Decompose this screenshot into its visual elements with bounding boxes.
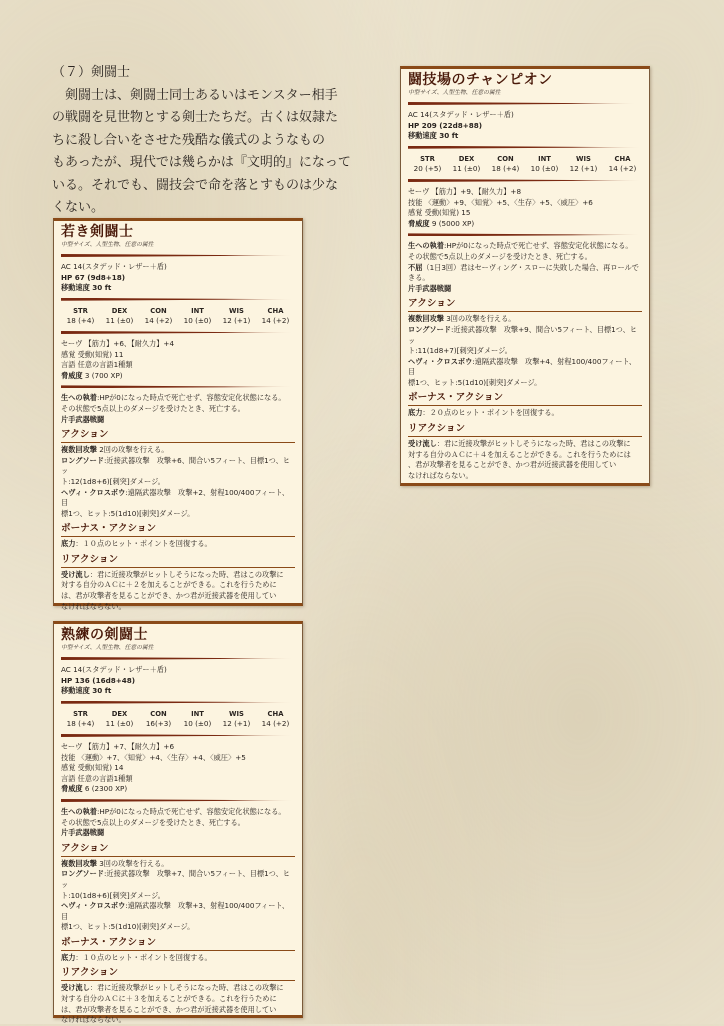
divider [61,385,295,388]
speed-label: 移動速度 [61,686,90,696]
bonus-action [408,408,642,419]
stat-block-veteran-gladiator [53,621,303,1025]
trait-name: 片手武器戦闘 [61,828,105,838]
divider [61,799,295,802]
trait-text: :HPが0になった時点で死亡せず、容態安定化状態になる。 [443,241,633,251]
actions-heading: アクション [61,843,295,857]
cr-value: 9 (5000 XP) [429,218,475,228]
reactions-heading: リアクション [61,554,295,568]
speed-label: 移動速度 [61,283,90,293]
reaction-text: なければならない。 [61,1015,126,1025]
ability-col [447,154,486,175]
monster-type: 中型サイズ、人型生物、任意の属性 [61,242,154,248]
speed-value: 30 ft [436,131,459,141]
divider [61,657,295,660]
ability-col [525,154,564,175]
intro-line: もあったが、現代では幾らかは『文明的』になって [52,155,351,170]
divider [61,331,295,334]
armor-class: AC 14(スタデッド・レザー＋盾) [61,665,167,674]
action [61,869,295,890]
action-text: 標1つ、ヒット:5(1d10)[刺突]ダメージ。 [408,377,542,387]
ability-value: 16(+3) [145,719,172,729]
reaction [61,994,295,1005]
intro-paragraph [52,85,352,220]
ability-col [408,154,447,175]
reaction-name: 受け流し [61,569,90,579]
bonus-action [61,539,295,550]
ability-header: CHA [614,154,631,163]
ability-header: CON [150,306,167,315]
speed [408,131,642,142]
trait-name: 生への執着 [61,393,97,403]
ability-value: 12 (+1) [222,316,251,326]
action [61,488,295,509]
action [61,445,295,456]
trait-name: 片手武器戦闘 [408,283,452,293]
trait-text: きる。 [408,273,430,283]
ability-header: WIS [576,154,591,163]
ability-header: STR [420,154,435,163]
ability-value: 10 (±0) [183,316,212,326]
ability-col [217,709,256,730]
ability-scores [408,154,642,175]
trait-text: （1日3回）君はセーヴィング・スローに失敗した場合、再ロールで [422,262,639,272]
ability-header: CHA [267,306,284,315]
reaction [408,450,642,461]
action-name: 複数回攻撃 [61,858,97,868]
ability-value: 11 (±0) [105,719,134,729]
ability-header: DEX [458,154,475,163]
bonus-action-name: 底力 [61,539,76,549]
action-text: ト:12(1d8+6)[刺突]ダメージ。 [61,476,165,486]
reaction-name: 受け流し [61,983,90,993]
trait [408,252,642,263]
speed [61,686,295,697]
reaction [408,439,642,450]
monster-type: 中型サイズ、人型生物、任意の属性 [61,645,154,651]
cr-label: 脅威度 [61,784,83,794]
reaction [61,1005,295,1016]
trait [61,404,295,415]
divider [61,734,295,737]
action-text: 2回の攻撃を行える。 [96,445,169,455]
intro-heading: （７）剣闘士 [52,65,131,80]
intro-line: の戦闘を見世物とする剣士たちだ。古くは奴隷た [52,110,339,125]
monster-name: 熟練の剣闘士 [61,627,148,643]
trait-text: :HPが0になった時点で死亡せず、容態安定化状態になる。 [96,806,286,816]
ability-col [256,306,295,327]
cr-label: 脅威度 [61,370,83,380]
action [61,901,295,922]
reaction-text: 対する自分のＡＣに＋２を加えることができる。これを行うために [61,580,277,590]
ability-col [139,709,178,730]
ability-value: 11 (±0) [105,316,134,326]
ability-header: INT [191,709,204,718]
ability-value: 11 (±0) [452,164,481,174]
reaction [61,570,295,581]
action-text: :遠隔武器攻撃 攻撃+3、射程100/400フィート、目 [61,901,290,921]
divider [408,179,642,182]
ability-header: STR [73,709,88,718]
divider [408,233,642,236]
action [61,509,295,520]
ability-col [486,154,525,175]
armor-class: AC 14(スタデッド・レザー＋盾) [61,262,167,271]
challenge-rating [61,371,295,382]
actions-heading: アクション [61,429,295,443]
ability-header: DEX [111,306,128,315]
trait-text: その状態で5点以上のダメージを受けたとき、死亡する。 [408,251,592,261]
property-line: 感覚 受動(知覚) 14 [61,763,124,773]
action [61,891,295,902]
reaction-text: ：君に近接攻撃がヒットしそうになった時、君はこの攻撃に [436,439,631,449]
property-line: 技能 〈運動〉+7、〈知覚〉+4、〈生存〉+4、〈威圧〉+5 [61,752,246,762]
trait [408,273,642,284]
divider [61,701,295,704]
ability-col [603,154,642,175]
action [61,477,295,488]
ability-header: WIS [229,306,244,315]
ability-col [564,154,603,175]
trait [61,818,295,829]
ability-value: 18 (+4) [66,719,95,729]
action [408,314,642,325]
stat-block-arena-champion [400,66,650,486]
ability-col [178,709,217,730]
trait-text: :HPが0になった時点で死亡せず、容態安定化状態になる。 [96,393,286,403]
monster-name: 若き剣闘士 [61,224,134,240]
challenge-rating [408,219,642,230]
reaction-text: ：君に近接攻撃がヒットしそうになった時、君はこの攻撃に [89,569,284,579]
ability-value: 18 (+4) [66,316,95,326]
speed-value: 30 ft [89,686,112,696]
trait-name: 生への執着 [408,241,444,251]
trait-name: 不屈 [408,262,423,272]
action [61,456,295,477]
action-text: :遠隔武器攻撃 攻撃+4、射程100/400フィート、目 [408,356,637,377]
action-text: :近接武器攻撃 攻撃+9、間合い5フィート、目標1つ、ヒッ [408,324,637,345]
ability-value: 10 (±0) [183,719,212,729]
trait [61,393,295,404]
reaction [408,471,642,482]
action-text: 3回の攻撃を行える。 [443,314,516,324]
monster-type: 中型サイズ、人型生物、任意の属性 [408,90,501,96]
trait [61,415,295,426]
trait [61,828,295,839]
bonus-action-name: 底力 [61,952,76,962]
ability-value: 14 (+2) [261,316,290,326]
reaction-text: 、君が攻撃者を見ることができ、かつ君が近接武器を使用してい [408,460,617,470]
action [408,325,642,346]
ability-value: 14 (+2) [144,316,173,326]
property-line: セーヴ 【筋力】+6、【耐久力】+4 [61,338,175,348]
bonus-action-name: 底力 [408,408,423,418]
reaction-text: は、君が攻撃者を見ることができ、かつ君が近接武器を使用してい [61,1004,277,1014]
ability-header: WIS [229,709,244,718]
divider [408,102,642,105]
divider [61,298,295,301]
cr-value: 3 (700 XP) [82,370,123,380]
action-text: :遠隔武器攻撃 攻撃+2、射程100/400フィート、目 [61,487,290,508]
reaction-text: ：君に近接攻撃がヒットしそうになった時、君はこの攻撃に [89,983,284,993]
property-line: 言語 任意の言語1種類 [61,360,133,370]
trait [408,241,642,252]
challenge-rating [61,784,295,795]
monster-name: 闘技場のチャンピオン [408,72,553,88]
bonus-action [61,953,295,964]
ability-value: 14 (+2) [608,164,637,174]
action [61,859,295,870]
hit-points: HP 136 (16d8+48) [61,675,136,685]
ability-col [256,709,295,730]
action-name: ロングソード [61,869,104,879]
action-text: ト:10(1d8+6)[刺突]ダメージ。 [61,890,165,900]
action-text: 標1つ、ヒット:5(1d10)[刺突]ダメージ。 [61,922,195,932]
ability-col [139,306,178,327]
reaction-text: は、君が攻撃者を見ることができ、かつ君が近接武器を使用してい [61,591,277,601]
bonus-action-text: ：２０点のヒット・ポイントを回復する。 [422,408,559,418]
action-name: ヘヴィ・クロスボウ [61,901,126,911]
trait-text: その状態で5点以上のダメージを受けたとき、死亡する。 [61,403,245,413]
ability-value: 20 (+5) [413,164,442,174]
ability-col [100,709,139,730]
action-text: ト:11(1d8+7)[刺突]ダメージ。 [408,346,512,356]
property-line: 感覚 受動(知覚) 15 [408,208,471,218]
divider [408,146,642,149]
ability-header: INT [538,154,551,163]
cr-label: 脅威度 [408,218,430,228]
reaction [61,591,295,602]
ability-value: 10 (±0) [530,164,559,174]
bonus-action-text: ：１０点のヒット・ポイントを回復する。 [75,539,212,549]
ability-value: 12 (+1) [569,164,598,174]
reaction-text: 対する自分のＡＣに＋４を加えることができる。これを行うためには [408,449,631,459]
cr-value: 6 (2300 XP) [82,784,128,794]
ability-col [61,709,100,730]
bonus-actions-heading: ボーナス・アクション [408,392,642,406]
action-text: :近接武器攻撃 攻撃+6、間合い5フィート、目標1つ、ヒッ [61,455,290,476]
reaction [408,460,642,471]
action-name: 複数回攻撃 [408,314,444,324]
action-name: ロングソード [408,324,451,334]
action [408,378,642,389]
hit-points: HP 67 (9d8+18) [61,272,126,282]
reaction [61,602,295,613]
intro-line: くない。 [52,200,105,215]
action-text: :近接武器攻撃 攻撃+7、間合い5フィート、目標1つ、ヒッ [61,869,290,889]
hit-points: HP 209 (22d8+88) [408,120,483,130]
action-name: ヘヴィ・クロスボウ [408,356,473,366]
divider [61,254,295,257]
ability-col [217,306,256,327]
armor-class: AC 14(スタデッド・レザー＋盾) [408,110,514,119]
ability-value: 18 (+4) [491,164,520,174]
reaction [61,580,295,591]
intro-line: いる。それでも、闘技会で命を落とすものは少な [52,177,339,193]
speed-value: 30 ft [89,283,112,293]
trait-text: その状態で5点以上のダメージを受けたとき、死亡する。 [61,817,245,827]
ability-col [178,306,217,327]
property-line: 感覚 受動(知覚) 11 [61,349,124,359]
ability-value: 14 (+2) [261,719,290,729]
reaction [61,983,295,994]
ability-header: CON [497,154,514,163]
action [408,346,642,357]
bonus-actions-heading: ボーナス・アクション [61,937,295,951]
property-line: 技能 〈運動〉+9、〈知覚〉+5、〈生存〉+5、〈威圧〉+6 [408,197,593,207]
action-text: 3回の攻撃を行える。 [96,858,169,868]
ability-header: STR [73,306,88,315]
ability-scores [61,709,295,730]
intro-line: ちに殺し合いをさせた残酷な儀式のようなもの [52,132,326,148]
action [408,357,642,378]
trait [408,263,642,274]
reaction-text: なければならない。 [408,470,473,480]
property-line: 言語 任意の言語1種類 [61,773,133,783]
property-line: セーヴ 【筋力】+7、【耐久力】+6 [61,741,175,751]
reaction-text: 対する自分のＡＣに＋３を加えることができる。これを行うために [61,994,277,1004]
ability-scores [61,306,295,327]
intro-section [52,62,352,220]
speed-label: 移動速度 [408,131,437,141]
trait [408,284,642,295]
bonus-actions-heading: ボーナス・アクション [61,523,295,537]
intro-line: 剣闘士は、剣闘士同士あるいはモンスター相手 [65,87,338,103]
reaction-name: 受け流し [408,439,437,449]
ability-value: 12 (+1) [222,719,251,729]
ability-header: CHA [267,709,284,718]
actions-heading: アクション [408,298,642,312]
ability-header: CON [150,709,167,718]
ability-col [61,306,100,327]
stat-block-young-gladiator [53,218,303,611]
reaction-text: なければならない。 [61,601,126,611]
action-name: ヘヴィ・クロスボウ [61,487,126,497]
action-text: 標1つ、ヒット:5(1d10)[刺突]ダメージ。 [61,508,195,518]
ability-col [100,306,139,327]
action-name: ロングソード [61,455,104,465]
property-line: セーヴ 【筋力】+9、【耐久力】+8 [408,186,522,196]
ability-header: DEX [111,709,128,718]
action [61,922,295,933]
trait [61,807,295,818]
ability-header: INT [191,306,204,315]
reactions-heading: リアクション [408,423,642,437]
trait-name: 生への執着 [61,806,97,816]
reaction [61,1015,295,1026]
speed [61,283,295,294]
action-name: 複数回攻撃 [61,445,97,455]
reactions-heading: リアクション [61,967,295,981]
bonus-action-text: ：１０点のヒット・ポイントを回復する。 [75,952,212,962]
trait-name: 片手武器戦闘 [61,414,105,424]
